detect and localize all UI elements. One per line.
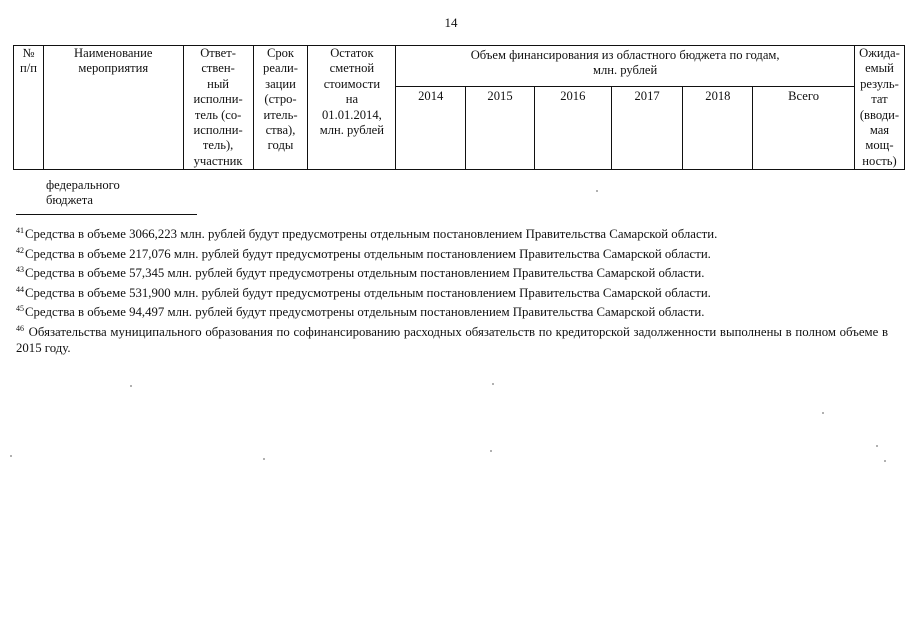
footnote-text: Средства в объеме 531,900 млн. рублей будут предусмотрены отдельным постановлением Правительства Самарской области. xyxy=(25,285,711,300)
footnote-separator xyxy=(16,214,197,215)
footnote-45 xyxy=(16,301,888,321)
footnote-text: Средства в объеме 94,497 млн. рублей будут предусмотрены отдельным постановлением Правительства Самарской области. xyxy=(25,305,705,320)
scan-speck xyxy=(884,460,886,462)
footnote-44 xyxy=(16,282,888,302)
header-year-2014: 2014 xyxy=(396,87,466,170)
continuation-text: федерального бюджета xyxy=(46,178,120,207)
header-financing: Объем финансирования из областного бюджета по годам, млн. рублей xyxy=(396,46,855,87)
footnote-number: 45 xyxy=(16,304,24,314)
footnote-text: Средства в объеме 3066,223 млн. рублей будут предусмотрены отдельным постановлением Правительства Самарской области. xyxy=(25,227,718,241)
header-num: № п/п xyxy=(14,46,44,170)
footnote-number: 43 xyxy=(16,265,24,275)
scan-speck xyxy=(130,385,132,387)
footnote-46 xyxy=(16,321,888,356)
header-year-2017: 2017 xyxy=(611,87,683,170)
header-year-2018: 2018 xyxy=(683,87,753,170)
header-term: Срок реали- зации (стро- итель- ства), годы xyxy=(253,46,308,170)
financing-table-header xyxy=(13,45,905,170)
header-responsible: Ответ- ствен- ный исполни- тель (со- исполни- тель), участник xyxy=(183,46,253,170)
scan-speck xyxy=(10,455,12,457)
header-total: Всего xyxy=(753,87,855,170)
footnote-number: 41 xyxy=(16,226,24,235)
header-name: Наименование мероприятия xyxy=(43,46,183,170)
header-result: Ожида- емый резуль- тат (вводи- мая мощ- ность) xyxy=(854,46,904,170)
scan-speck xyxy=(263,458,265,460)
scan-speck xyxy=(876,445,878,447)
footnote-42 xyxy=(16,243,888,263)
footnotes xyxy=(16,223,888,356)
scan-speck xyxy=(822,412,824,414)
footnote-text: Средства в объеме 217,076 млн. рублей будут предусмотрены отдельным постановлением Правительства Самарской области. xyxy=(25,246,711,261)
scan-speck xyxy=(492,383,494,385)
footnote-43 xyxy=(16,262,888,282)
footnote-number: 46 xyxy=(16,323,24,333)
header-year-2015: 2015 xyxy=(466,87,535,170)
footnote-text: Средства в объеме 57,345 млн. рублей будут предусмотрены отдельным постановлением Правительства Самарской области. xyxy=(25,266,705,281)
footnote-text: Обязательства муниципального образования по софинансированию расходных обязательств по кредиторской задолженности выполнены в полном объеме в 2015 году. xyxy=(16,324,888,355)
header-year-2016: 2016 xyxy=(534,87,611,170)
footnote-number: 42 xyxy=(16,245,24,255)
scan-speck xyxy=(490,450,492,452)
scan-speck xyxy=(596,190,598,192)
page-number: 14 xyxy=(444,15,458,30)
footnote-41 xyxy=(16,223,888,243)
footnote-number: 44 xyxy=(16,284,24,294)
header-balance: Остаток сметной стоимости на 01.01.2014, млн. рублей xyxy=(308,46,396,170)
